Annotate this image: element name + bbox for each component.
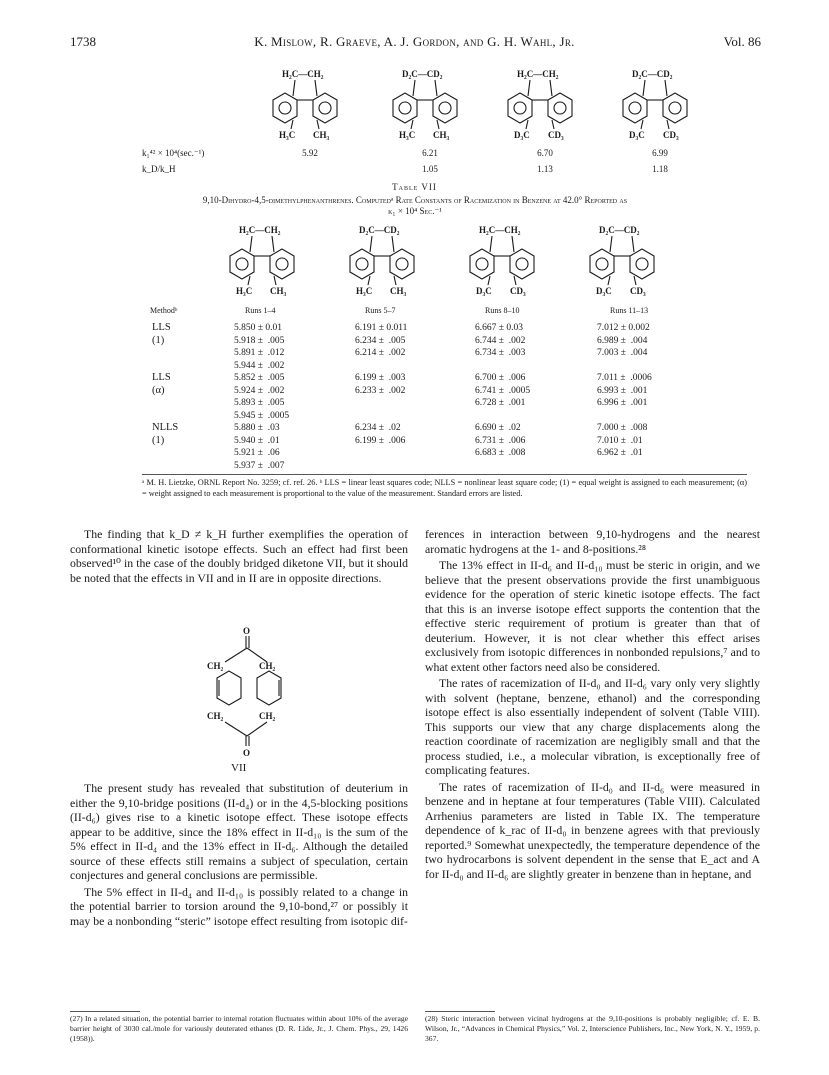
structure-table-3: [462, 222, 552, 305]
paragraph: The present study has revealed that substitution of deuterium in either the 9,10-bridge positions (II-d₄) or in the 4,5-blocking positions (II-d₆) gives rise to a kinetic isotope effect. These isotope effects appear to be additive, since the 18% effect in II-d₁₀ is the sum of the 5% effect in II-d₄ and the 13% effect in II-d₆. Although the detailed source of these effects still remains a subject of speculation, certain conjectures and general conclusions are permissible.: [70, 781, 408, 882]
substituent-label: D₃C: [629, 130, 645, 140]
phenanthrene-structure: [462, 222, 552, 300]
substituent-label: CD₃: [510, 286, 526, 296]
substituent-label: D₃C: [476, 286, 492, 296]
volume-label: Vol. 86: [723, 34, 761, 49]
phenanthrene-structure: [385, 66, 475, 144]
rate-value: 5.92: [302, 148, 318, 158]
rate-value: 6.21: [422, 148, 438, 158]
vii-atom-label: CH₂: [207, 661, 224, 671]
table-footnote: ᵃ M. H. Lietzke, ORNL Report No. 3259; cf. ref. 26. ᵇ LLS = linear least squares code; NLLS = nonlinear least square code; (1) = equal weight is assigned to each measurement; (α) = weight assigned to each measurement is proportional to the value of the measurement. Standard errors are listed.: [142, 478, 747, 498]
vii-atom-label: O: [243, 748, 251, 758]
bridge-label: D₂C—CD₂: [402, 69, 443, 79]
rate-value: 6.99: [652, 148, 668, 158]
left-para-2: [70, 781, 408, 928]
substituent-label: D₃C: [596, 286, 612, 296]
footnote-rule: [70, 1011, 140, 1012]
col-header: Runs 5–7: [365, 306, 396, 315]
bridge-label: D₂C—CD₂: [632, 69, 673, 79]
substituent-label: H₃C: [236, 286, 253, 296]
vii-atom-label: CH₂: [207, 711, 224, 721]
phenanthrene-structure: [582, 222, 672, 300]
ratio-value: 1.18: [652, 164, 668, 174]
substituent-label: CH₃: [433, 130, 450, 140]
phenanthrene-structure: [500, 66, 590, 144]
bridge-label: H₂C—CH₂: [517, 69, 559, 79]
vii-atom-label: O: [243, 626, 251, 636]
substituent-label: CH₃: [390, 286, 407, 296]
paragraph: The 5% effect in II-d₄ and II-d₁₀ is possibly related to a change in the potential barrier to torsion around the 9,10-bond,²⁷ or possibly it may be a nonbonding “steric” isotope effect resulting from isotopic dif-: [70, 884, 408, 928]
method-column: LLS (1) LLS (α) NLLS (1): [152, 322, 179, 446]
phenanthrene-structure: [342, 222, 432, 300]
running-header-authors: K. Mislow, R. Graeve, A. J. Gordon, and G. H. Wahl, Jr.: [254, 34, 575, 49]
structure-vii-label: VII: [231, 762, 247, 774]
footnote-27: (27) In a related situation, the potential barrier to internal rotation fluctuates within about 10% of the average barrier height of 3030 cal./mole for variously deuterated ethanes (D. R. Lide, Jr., J. Chem. Phys., 29, 1426 (1958)).: [70, 1014, 408, 1043]
substituent-label: CH₃: [313, 130, 330, 140]
bridge-label: H₂C—CH₂: [479, 225, 521, 235]
structure-top-1: [265, 66, 355, 149]
table-subtitle: [70, 195, 760, 217]
method-header: Methodᵇ: [150, 306, 178, 315]
footnote-28: (28) Steric interaction between vicinal hydrogens at the 9,10-positions is probably negligible; cf. E. B. Wilson, Jr., “Advances in Chemical Physics,” Vol. 2, Interscience Publishers, Inc., New York, N. Y., 1959, p. 367.: [425, 1014, 760, 1043]
phenanthrene-structure: [222, 222, 312, 300]
rate-value: 6.70: [537, 148, 553, 158]
phenanthrene-structure: [265, 66, 355, 144]
col-header: Runs 8–10: [485, 306, 520, 315]
table-subtitle-line1: 9,10-Dihydro-4,5-dimethylphenanthrenes. Computedᵃ Rate Constants of Racemization in Benzene at 42.0° Reported as: [202, 195, 628, 205]
substituent-label: D₃C: [514, 130, 530, 140]
col-header: Runs 11–13: [610, 306, 649, 315]
ratio-value: 1.05: [422, 164, 438, 174]
ratio-row-label: k_D/k_H: [142, 164, 176, 174]
bridge-label: H₂C—CH₂: [239, 225, 281, 235]
left-para-1: [70, 527, 408, 585]
rate-row-label: k₁⁴² × 10⁴(sec.⁻¹): [142, 148, 205, 158]
substituent-label: CD₃: [663, 130, 679, 140]
table-subtitle-line2: k₁ × 10⁴ Sec.⁻¹: [388, 206, 442, 216]
paragraph: ferences in interaction between 9,10-hydrogens and the nearest aromatic hydrogens at the 1- and 8-positions.²⁸: [425, 527, 760, 556]
diketone-vii-structure: [195, 622, 305, 762]
vii-atom-label: CH₂: [259, 661, 276, 671]
ratio-value: 1.13: [537, 164, 553, 174]
data-column-runs-5-7: 6.191 ± 0.011 6.234 ± .005 6.214 ± .002 6.199 ± .003 6.233 ± .002 6.234 ± .02 6.199 ± .006: [355, 323, 408, 446]
right-column: [425, 527, 760, 881]
col-header: Runs 1–4: [245, 306, 276, 315]
page-number: 1738: [70, 34, 96, 49]
substituent-label: H₃C: [279, 130, 296, 140]
substituent-label: H₃C: [356, 286, 373, 296]
paragraph: The finding that k_D ≠ k_H further exemplifies the operation of conformational kinetic isotope effects. Such an effect had first been observed¹⁰ in the case of the doubly bridged diketone VII, but it should be noted that the effects in VII and in II are in opposite directions.: [70, 527, 408, 585]
structure-table-1: [222, 222, 312, 305]
paragraph: The 13% effect in II-d₆ and II-d₁₀ must be steric in origin, and we believe that the present observations provide the first unambiguous evidence for the operation of steric kinetic isotope effects. The fact that this is an inverse isotope effect supports the contention that the effective steric requirement of protium is greater than that of deuterium. However, it is not clear whether this effect arises exclusively from isotopic differences in nonbonded repulsions,⁷ and to what extent other factors need also be considered.: [425, 558, 760, 674]
table-rule: [142, 474, 747, 475]
structure-top-4: [615, 66, 705, 149]
footnote-rule: [425, 1011, 495, 1012]
substituent-label: H₃C: [399, 130, 416, 140]
structure-vii: [195, 622, 305, 767]
structure-table-4: [582, 222, 672, 305]
data-column-runs-11-13: 7.012 ± 0.002 6.989 ± .004 7.003 ± .004 7.011 ± .0006 6.993 ± .001 6.996 ± .001 7.000 ± .008 7.010 ± .01 6.962 ± .01: [597, 323, 652, 458]
substituent-label: CH₃: [270, 286, 287, 296]
paragraph: The rates of racemization of II-d₀ and II-d₆ were measured in benzene and in heptane at four temperatures (Table VIII). Calculated Arrhenius parameters are listed in Table IX. The temperature dependence of k_rac of II-d₀ in benzene agrees with that previously reported.⁹ Somewhat unexpectedly, the temperature dependence of the two hydrocarbons is solvent dependent in the sense that E_act and A for II-d₀ and II-d₆ are slightly greater in benzene than in heptane, and: [425, 779, 760, 881]
structure-table-2: [342, 222, 432, 305]
substituent-label: CD₃: [630, 286, 646, 296]
structure-top-3: [500, 66, 590, 149]
data-column-runs-1-4: 5.850 ± 0.01 5.918 ± .005 5.891 ± .012 5.944 ± .002 5.852 ± .005 5.924 ± .002 5.893 ± .005 5.945 ± .0005 5.880 ± .03 5.940 ± .01 5.921 ± .06 5.937 ± .007: [234, 323, 290, 471]
bridge-label: D₂C—CD₂: [599, 225, 640, 235]
vii-atom-label: CH₂: [259, 711, 276, 721]
table-caption: Table VII: [392, 182, 437, 192]
data-column-runs-8-10: 6.667 ± 0.03 6.744 ± .002 6.734 ± .003 6.700 ± .006 6.741 ± .0005 6.728 ± .001 6.690 ± .02 6.731 ± .006 6.683 ± .008: [475, 323, 531, 458]
structure-top-2: [385, 66, 475, 149]
substituent-label: CD₃: [548, 130, 564, 140]
phenanthrene-structure: [615, 66, 705, 144]
bridge-label: H₂C—CH₂: [282, 69, 324, 79]
paragraph: The rates of racemization of II-d₀ and II-d₆ vary only very slightly with solvent (heptane, benzene, ethanol) and the corresponding isotope effect is also essentially independent of solvent (Table VIII). This supports our view that any charge displacements along the reaction coordinate of racemization are negligibly small and that the process studied, i.e., a molecular vibration, is exceptionally free of complicating features.: [425, 676, 760, 777]
bridge-label: D₂C—CD₂: [359, 225, 400, 235]
